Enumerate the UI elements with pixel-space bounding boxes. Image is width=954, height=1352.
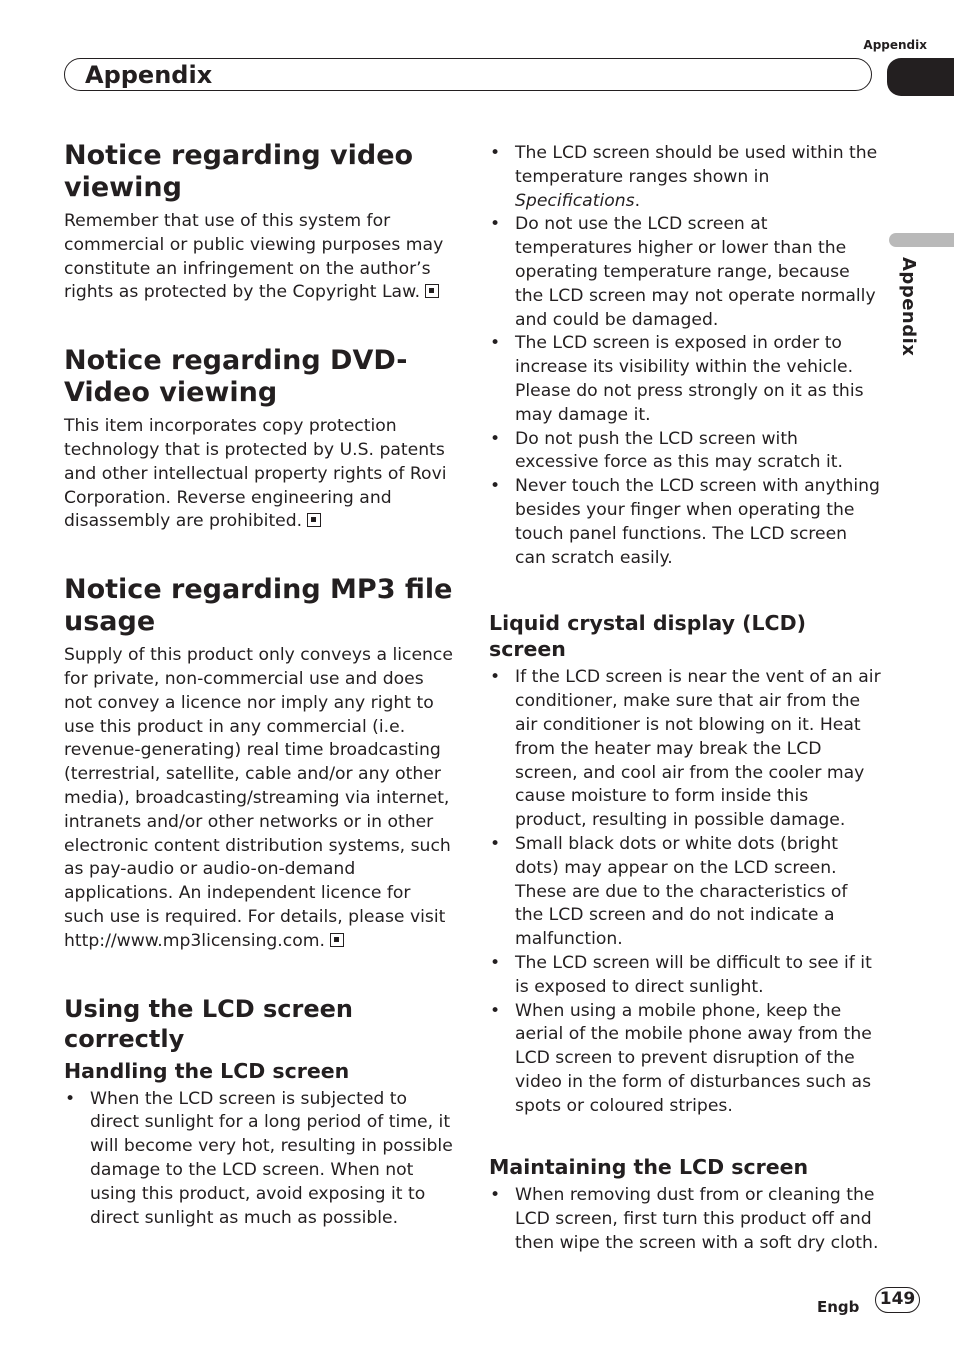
header-tab-marker [887,58,954,96]
handling-bullet-list-continued [489,142,881,570]
maintaining-bullet-list [489,1184,881,1255]
end-mark-icon [330,933,344,947]
lcd-usage-section [64,994,456,1231]
list-item: • Do not use the LCD screen at temperatures higher or lower than the operating temperature range, because the LCD screen may not operate normally and could be damaged. [489,213,881,332]
running-header-label: Appendix [863,38,927,52]
list-item: • The LCD screen should be used within the temperature ranges shown in Specifications. [489,142,881,213]
list-item: • Never touch the LCD screen with anything besides your finger when operating the touch panel functions. The LCD screen can scratch easily. [489,475,881,570]
list-item: • Do not push the LCD screen with excessive force as this may scratch it. [489,428,881,476]
dvd-notice-section [64,345,456,534]
mp3-notice-heading: Notice regarding MP3 file usage [64,574,453,638]
list-item: • The LCD screen will be difficult to see if it is exposed to direct sunlight. [489,952,881,1000]
video-notice-heading: Notice regarding video viewing [64,140,414,203]
handling-lcd-heading: Handling the LCD screen [64,1058,350,1083]
mp3-notice-text: Supply of this product only conveys a licence for private, non-commercial use and does not convey a licence nor imply any right to use this product in any commercial (i.e. revenue-generating) real time broadcasting (terrestrial, satellite, cable and/or any other media), broadcasting/streaming via internet, intranets and/or other networks or in other electronic content distribution systems, such as pay-audio or audio-on-demand applications. An independent licence for such use is required. For details, please visit [64,645,453,927]
handling-bullet-list [64,1088,456,1231]
side-section-label: Appendix [898,257,919,357]
list-item: • When removing dust from or cleaning the LCD screen, first turn this product off and then wipe the screen with a soft dry cloth. [489,1184,881,1255]
list-item: • Small black dots or white dots (bright dots) may appear on the LCD screen. These are due to the characteristics of the LCD screen and do not indicate a malfunction. [489,833,881,952]
video-notice-section [64,140,456,305]
left-column [64,140,456,1230]
list-item: • When the LCD screen is subjected to direct sunlight for a long period of time, it will become very hot, resulting in possible damage to the LCD screen. When not using this product, avoid exposing it to direct sunlight as much as possible. [64,1088,456,1231]
mp3-notice-section [64,574,456,953]
list-item: • When using a mobile phone, keep the aerial of the mobile phone away from the LCD screen to prevent disruption of the video in the form of disturbances such as spots or coloured stripes. [489,1000,881,1119]
page-number: 149 [875,1287,920,1313]
liquid-crystal-bullet-list [489,666,881,1118]
mp3-link-line [64,930,456,954]
end-mark-icon [307,513,321,527]
list-item: • The LCD screen is exposed in order to increase its visibility within the vehicle. Please do not press strongly on it as this may damage it. [489,332,881,427]
list-item: • If the LCD screen is near the vent of an air conditioner, make sure that air from the air conditioner is not blowing on it. Heat from the heater may break the LCD screen, and cool air from the cooler may cause moisture to form inside this product, resulting in possible damage. [489,666,881,833]
dvd-notice-text: This item incorporates copy protection technology that is protected by U.S. patents and other intellectual property rights of Rovi Corporation. Reverse engineering and disassembly are prohibited. [64,416,447,532]
video-notice-text: Remember that use of this system for commercial or public viewing purposes may constitute an infringement on the author’s rights as protected by the Copyright Law. [64,211,444,303]
footer-language-code: Engb [817,1298,860,1316]
end-mark-icon [425,284,439,298]
mp3-licensing-link[interactable]: http://www.mp3licensing.com. [64,930,325,951]
lcd-usage-heading: Using the LCD screen correctly [64,994,353,1053]
section-header-bar [64,58,872,91]
right-column [489,142,881,1256]
dvd-notice-heading: Notice regarding DVD-Video viewing [64,345,408,409]
section-title: Appendix [85,61,213,89]
maintaining-lcd-heading: Maintaining the LCD screen [489,1155,809,1180]
liquid-crystal-heading: Liquid crystal display (LCD) screen [489,611,806,662]
side-tab-marker [889,233,954,247]
